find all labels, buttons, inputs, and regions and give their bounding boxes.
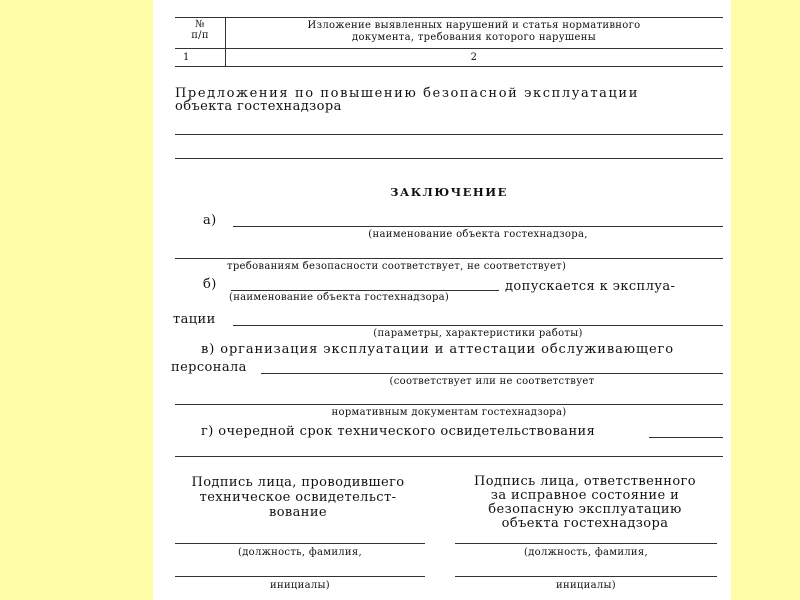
conclusion-b-blank <box>231 290 499 291</box>
proposals-line-2: объекта гостехнадзора <box>175 99 342 114</box>
conclusion-a-caption: (наименование объекта гостехнадзора, <box>368 229 588 240</box>
conclusion-a-label: а) <box>203 213 217 228</box>
table-top-border <box>175 17 723 18</box>
conclusion-b-label: б) <box>203 277 217 292</box>
conclusion-g-text: г) очередной срок технического освидетельствования <box>201 424 596 439</box>
signature-left-caption: (должность, фамилия, <box>238 547 362 558</box>
conclusion-b-continuation: тации <box>173 312 216 327</box>
conclusion-v-blank-2 <box>175 404 723 405</box>
conclusion-b-caption: (наименование объекта гостехнадзора) <box>229 292 450 303</box>
conclusion-b-text: допускается к эксплуа- <box>505 279 676 294</box>
conclusion-v-caption: (соответствует или не соответствует <box>389 376 595 387</box>
conclusion-g-blank-2 <box>175 456 723 457</box>
signature-right-title: Подпись лица, ответственного за исправное состояние и безопасную эксплуатацию объекта гостехнадзора <box>474 474 696 531</box>
table-column-divider <box>225 17 226 66</box>
conclusion-a-blank-2 <box>175 258 723 259</box>
conclusion-v-blank <box>261 373 723 374</box>
table-header-num: № п/п <box>191 19 209 41</box>
conclusion-v-caption-2: нормативным документам гостехнадзора) <box>331 407 567 418</box>
document-page <box>153 0 731 600</box>
conclusion-b-caption-2: (параметры, характеристики работы) <box>373 328 583 339</box>
table-row-description: 2 <box>470 52 478 63</box>
table-header-border <box>175 48 723 49</box>
proposals-line-1: Предложения по повышению безопасной эксплуатации <box>175 86 639 101</box>
signature-left-caption-2: инициалы) <box>270 580 330 591</box>
table-row-num: 1 <box>183 52 190 63</box>
signature-left-title: Подпись лица, проводившего техническое освидетельст- вование <box>191 475 405 520</box>
conclusion-title: ЗАКЛЮЧЕНИЕ <box>390 185 508 199</box>
conclusion-a-blank <box>233 226 723 227</box>
proposals-blank-1 <box>175 134 723 135</box>
table-header-description: Изложение выявленных нарушений и статья нормативного документа, требования которого нарушены <box>307 20 641 43</box>
conclusion-g-blank <box>649 437 723 438</box>
proposals-blank-2 <box>175 158 723 159</box>
table-row-border <box>175 66 723 67</box>
signature-right-caption: (должность, фамилия, <box>524 547 648 558</box>
conclusion-b-blank-2 <box>233 325 723 326</box>
signature-left-blank-2 <box>175 576 425 577</box>
signature-right-blank-2 <box>455 576 717 577</box>
conclusion-a-caption-2: требованиям безопасности соответствует, не соответствует) <box>227 261 567 272</box>
signature-left-blank <box>175 543 425 544</box>
conclusion-v-line-1: в) организация эксплуатации и аттестации обслуживающего <box>201 342 674 357</box>
conclusion-v-line-2: персонала <box>171 360 247 375</box>
signature-right-blank <box>455 543 717 544</box>
signature-right-caption-2: инициалы) <box>556 580 616 591</box>
